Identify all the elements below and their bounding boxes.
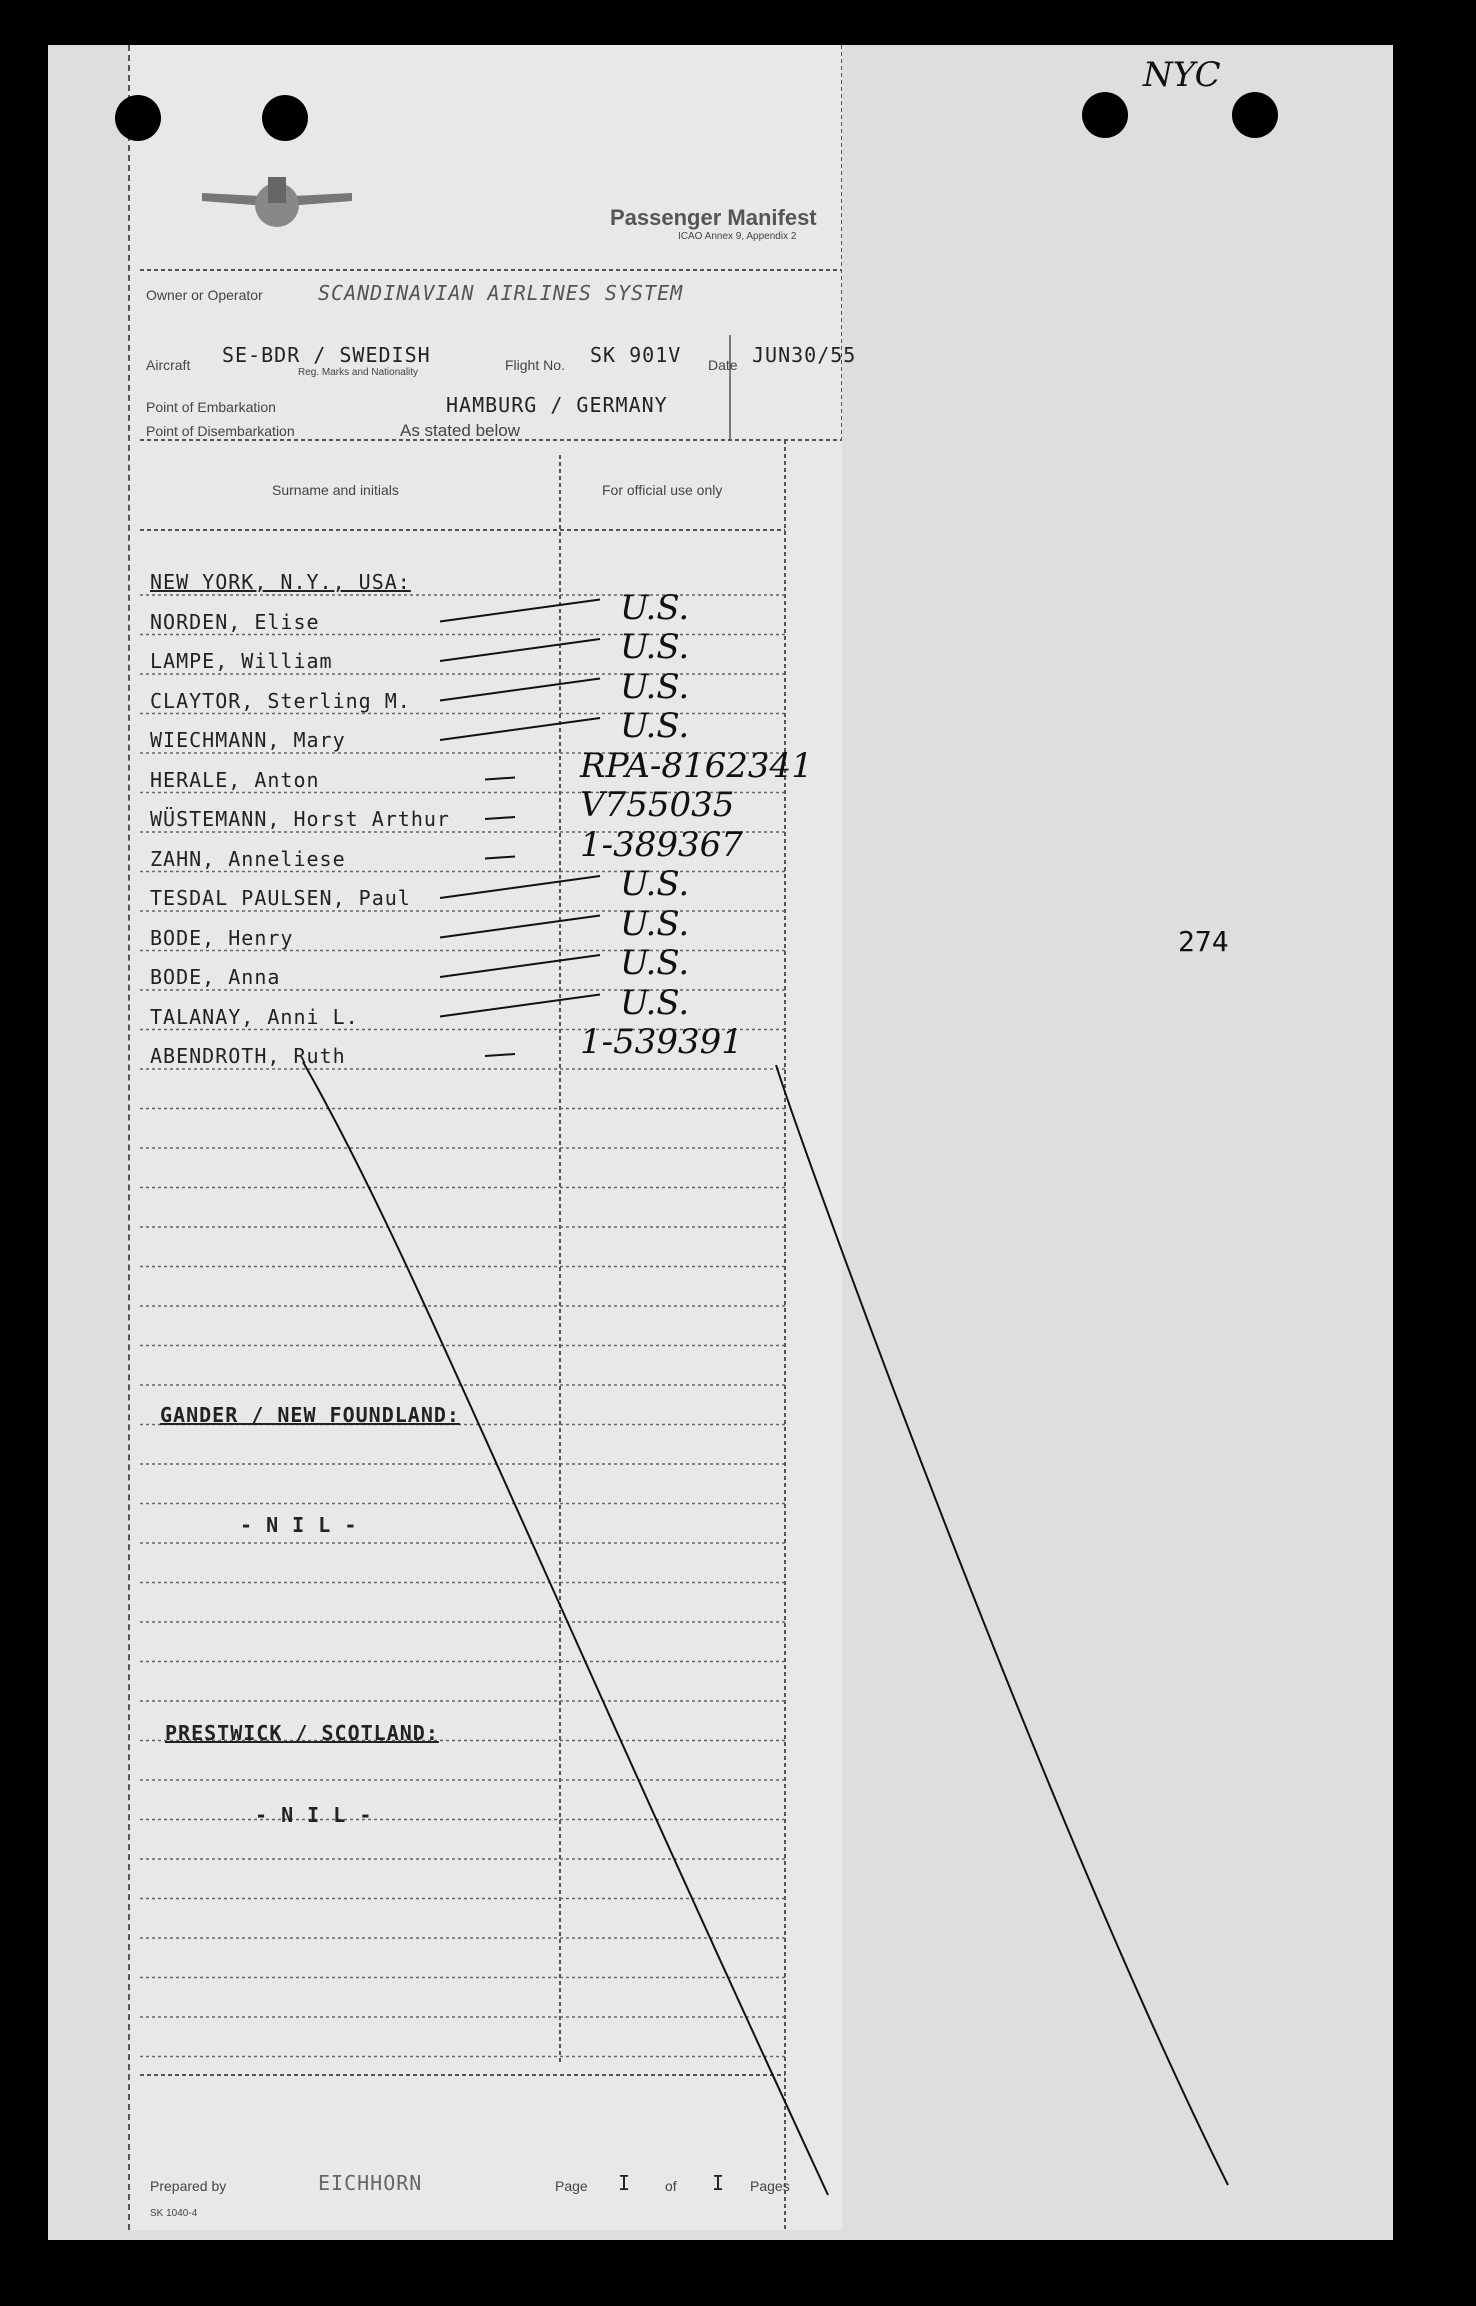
official-entry: U.S. [620,864,690,904]
official-column-header: For official use only [602,482,723,498]
page-label: Page [555,2178,588,2194]
owner-label: Owner or Operator [146,287,263,303]
disembark-label: Point of Disembarkation [146,423,295,439]
aircraft-value: SE-BDR / SWEDISH [222,343,431,367]
section-heading: GANDER / NEW FOUNDLAND: [160,1403,460,1427]
handwritten-nyc: NYC [1143,55,1221,95]
page-number-stamp: 274 [1178,925,1229,958]
embark-label: Point of Embarkation [146,399,276,415]
official-entry: 1-389367 [580,824,743,865]
flight-label: Flight No. [505,357,565,373]
punch-hole [115,95,161,141]
surname-column-header: Surname and initials [272,482,399,498]
of-value: I [712,2171,726,2195]
punch-hole [1082,92,1128,138]
official-entry: U.S. [620,666,690,707]
passenger-name: BODE, Anna [150,965,281,989]
disembark-value: As stated below [400,421,521,440]
cancellation-strokes [48,45,1393,2240]
passenger-name: CLAYTOR, Sterling M. [150,688,411,713]
official-entry: U.S. [620,982,690,1023]
form-title: Passenger Manifest [610,205,817,230]
official-entry: U.S. [620,943,690,983]
passenger-name: ZAHN, Anneliese [150,846,346,871]
of-label: of [665,2178,677,2194]
page-value: I [618,2171,632,2195]
form-code: SK 1040-4 [150,2208,198,2219]
prepared-value: EICHHORN [318,2171,423,2195]
official-entry: U.S. [620,627,690,667]
punch-hole [262,95,308,141]
passenger-name: HERALE, Anton [150,767,320,792]
passenger-name: BODE, Henry [150,925,294,950]
passenger-name: WÜSTEMANN, Horst Arthur [150,807,450,831]
passenger-name: TESDAL PAULSEN, Paul [150,886,411,910]
official-entry: RPA-8162341 [580,745,813,786]
nil-entry: - N I L - [255,1803,373,1827]
official-entry: U.S. [620,903,690,944]
passenger-name: WIECHMANN, Mary [150,728,346,752]
punch-hole [1232,92,1278,138]
owner-value: SCANDINAVIAN AIRLINES SYSTEM [318,281,684,305]
official-entry: U.S. [620,587,690,628]
date-value: JUN30/55 [752,343,857,367]
aircraft-label: Aircraft [146,357,191,373]
prepared-label: Prepared by [150,2178,227,2194]
form-subtitle: ICAO Annex 9, Appendix 2 [678,231,797,242]
nil-entry: - N I L - [240,1513,358,1537]
embark-value: HAMBURG / GERMANY [446,393,668,417]
pages-label: Pages [750,2178,790,2194]
reg-note: Reg. Marks and Nationality [298,367,419,378]
official-entry: 1-539391 [580,1022,743,1062]
section-heading: PRESTWICK / SCOTLAND: [165,1721,439,1745]
passenger-name: ABENDROTH, Ruth [150,1044,346,1068]
manifest-page [48,45,1393,2240]
section-heading: NEW YORK, N.Y., USA: [150,570,411,594]
passenger-name: LAMPE, William [150,649,333,673]
date-label: Date [708,357,738,373]
passenger-name: TALANAY, Anni L. [150,1004,359,1029]
flight-value: SK 901V [590,343,682,367]
official-entry: U.S. [620,706,690,746]
official-entry: V755035 [580,785,735,825]
passenger-name: NORDEN, Elise [150,609,320,634]
